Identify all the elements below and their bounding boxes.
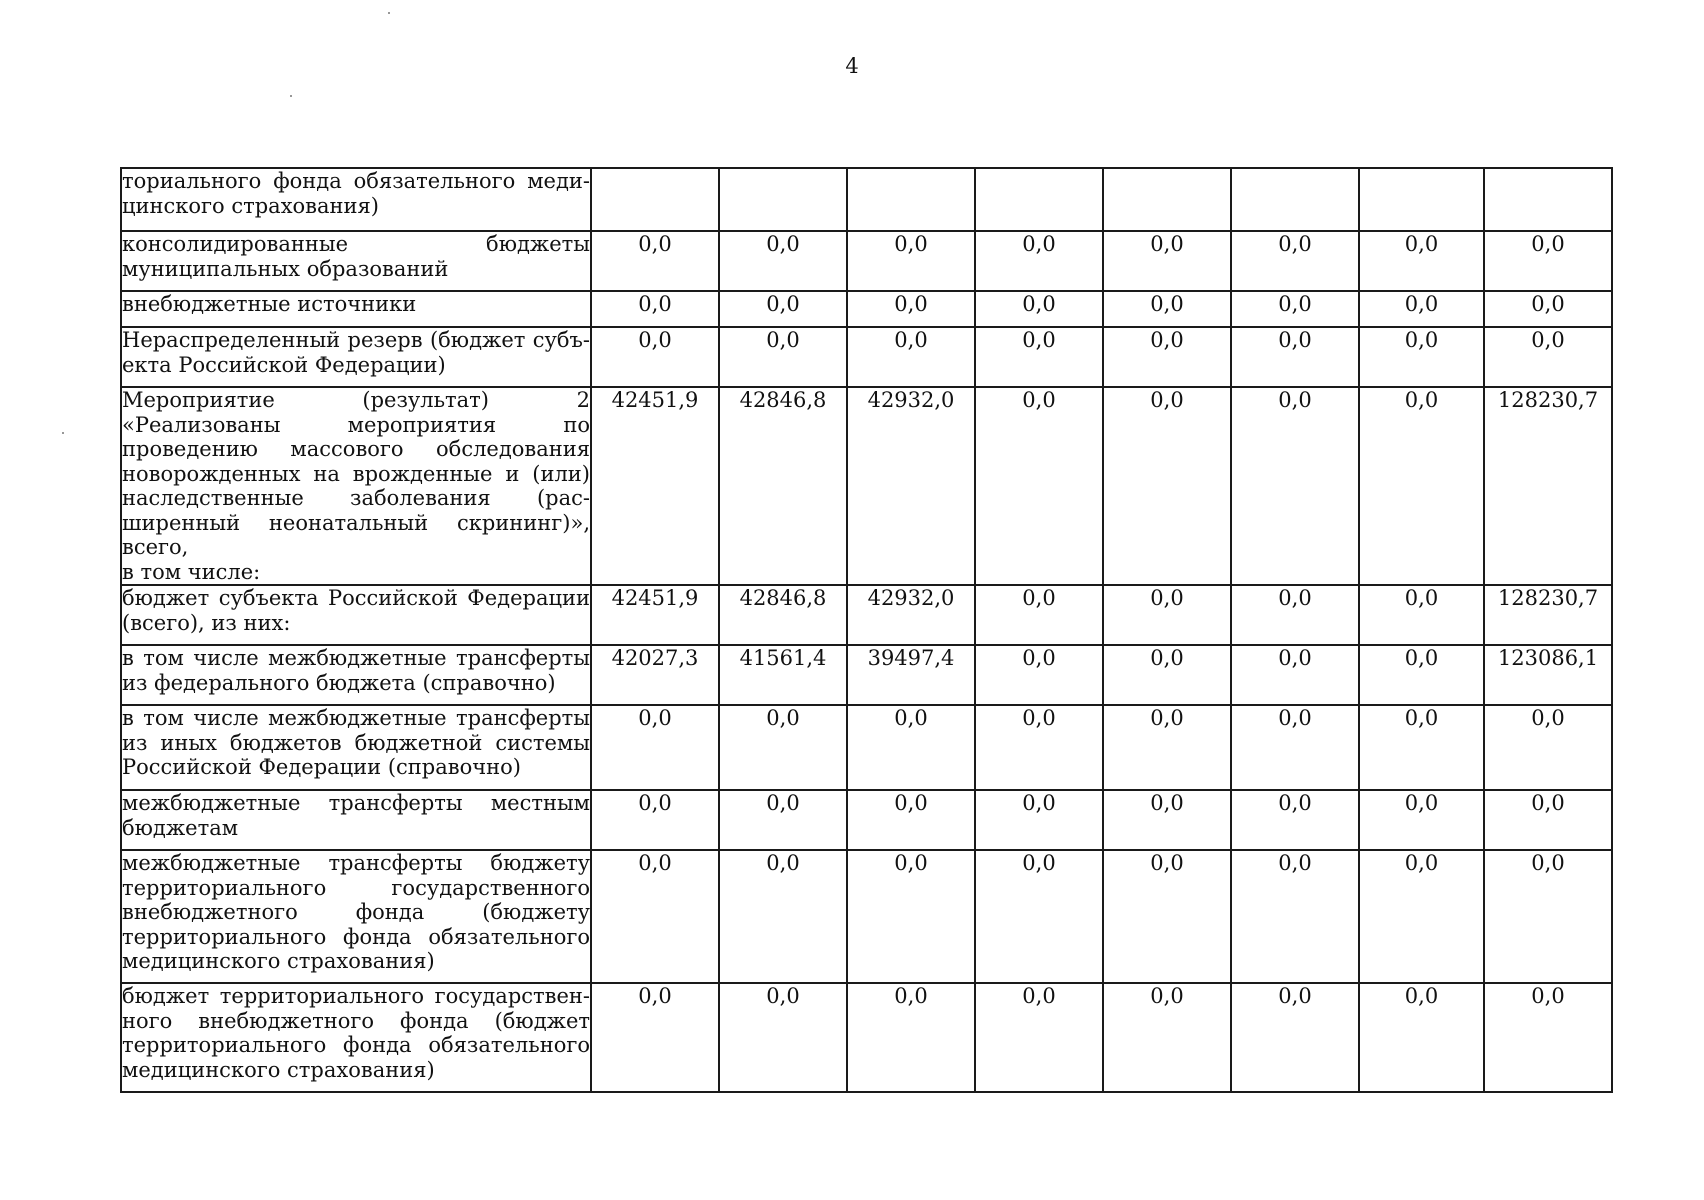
- value-cell: 0,0: [1103, 850, 1231, 983]
- value-cell: 0,0: [975, 585, 1103, 645]
- value-cell: 0,0: [1484, 705, 1612, 790]
- value-cell: 0,0: [1103, 387, 1231, 585]
- value-cell: 42451,9: [591, 585, 719, 645]
- budget-table: [120, 167, 1613, 1093]
- table-row: [121, 585, 1612, 645]
- row-label: консолидированные бюджеты муниципальных образований: [121, 231, 591, 291]
- value-cell: 0,0: [1359, 387, 1484, 585]
- table-row: [121, 291, 1612, 327]
- value-cell: 42846,8: [719, 585, 847, 645]
- row-label: бюджет субъекта Российской Федерации (всего), из них:: [121, 585, 591, 645]
- table-row: [121, 231, 1612, 291]
- value-cell: 0,0: [1359, 705, 1484, 790]
- value-cell: 0,0: [1231, 231, 1359, 291]
- value-cell: 0,0: [1231, 790, 1359, 850]
- value-cell: 0,0: [1484, 231, 1612, 291]
- value-cell: 0,0: [1359, 850, 1484, 983]
- value-cell: [1103, 168, 1231, 231]
- row-label: Мероприятие (результат) 2 «Реализованы мероприятия по проведению массового обследования новорожденных на врожденные и (или) наследственные заболевания (расширенный неонатальный скрининг)», всего, в том числе:: [122, 388, 590, 584]
- table-row: [121, 168, 1612, 231]
- value-cell: 0,0: [847, 291, 975, 327]
- value-cell: [1484, 168, 1612, 231]
- value-cell: [591, 168, 719, 231]
- value-cell: 0,0: [1231, 387, 1359, 585]
- scan-speck: [388, 12, 390, 14]
- value-cell: 0,0: [719, 291, 847, 327]
- value-cell: 0,0: [975, 291, 1103, 327]
- value-cell: 0,0: [1359, 585, 1484, 645]
- value-cell: 0,0: [1484, 850, 1612, 983]
- value-cell: 0,0: [1484, 790, 1612, 850]
- value-cell: 0,0: [975, 790, 1103, 850]
- value-cell: [1359, 168, 1484, 231]
- table-row: [121, 387, 1612, 585]
- value-cell: 0,0: [1484, 983, 1612, 1092]
- value-cell: 0,0: [975, 983, 1103, 1092]
- value-cell: 0,0: [1231, 291, 1359, 327]
- value-cell: 0,0: [591, 327, 719, 387]
- table-row: [121, 850, 1612, 983]
- table-row: [121, 645, 1612, 705]
- value-cell: 0,0: [847, 705, 975, 790]
- table-row: [121, 790, 1612, 850]
- value-cell: 0,0: [847, 327, 975, 387]
- row-label: межбюджетные трансферты местным бюджетам: [121, 790, 591, 850]
- row-label: в том числе межбюджетные трансферты из федерального бюджета (справочно): [121, 645, 591, 705]
- row-label: Нераспределенный резерв (бюджет субъекта Российской Федерации): [121, 327, 591, 387]
- value-cell: [975, 168, 1103, 231]
- value-cell: 0,0: [1359, 983, 1484, 1092]
- value-cell: 0,0: [1231, 705, 1359, 790]
- value-cell: 42027,3: [591, 645, 719, 705]
- value-cell: 0,0: [719, 983, 847, 1092]
- table-row: [121, 983, 1612, 1092]
- value-cell: 0,0: [847, 231, 975, 291]
- value-cell: 0,0: [1231, 850, 1359, 983]
- table-body: [121, 168, 1612, 1092]
- row-label: ториального фонда обязательного медицинского страхования): [121, 168, 591, 231]
- value-cell: 0,0: [975, 387, 1103, 585]
- value-cell: 0,0: [1103, 983, 1231, 1092]
- value-cell: 0,0: [1359, 790, 1484, 850]
- value-cell: 128230,7: [1484, 585, 1612, 645]
- value-cell: 0,0: [1484, 291, 1612, 327]
- row-label: в том числе межбюджетные трансферты из иных бюджетов бюджетной системы Российской Федерации (справочно): [121, 705, 591, 790]
- value-cell: 0,0: [975, 850, 1103, 983]
- value-cell: 0,0: [975, 645, 1103, 705]
- value-cell: 0,0: [591, 231, 719, 291]
- value-cell: 42932,0: [847, 387, 975, 585]
- value-cell: 0,0: [1103, 291, 1231, 327]
- value-cell: 42932,0: [847, 585, 975, 645]
- value-cell: 0,0: [719, 790, 847, 850]
- value-cell: 0,0: [719, 231, 847, 291]
- value-cell: 0,0: [1231, 645, 1359, 705]
- row-label: бюджет территориального государственного внебюджетного фонда (бюджет территориального фонда обязательного медицинского страхования): [121, 983, 591, 1092]
- value-cell: 0,0: [719, 705, 847, 790]
- value-cell: 42846,8: [719, 387, 847, 585]
- value-cell: 0,0: [1103, 231, 1231, 291]
- value-cell: 0,0: [591, 983, 719, 1092]
- value-cell: 0,0: [1103, 790, 1231, 850]
- value-cell: 0,0: [975, 705, 1103, 790]
- value-cell: 0,0: [1359, 327, 1484, 387]
- table-row: [121, 705, 1612, 790]
- value-cell: 0,0: [847, 850, 975, 983]
- value-cell: 0,0: [1484, 327, 1612, 387]
- value-cell: [719, 168, 847, 231]
- value-cell: 0,0: [847, 790, 975, 850]
- value-cell: 42451,9: [591, 387, 719, 585]
- value-cell: 0,0: [847, 983, 975, 1092]
- value-cell: 123086,1: [1484, 645, 1612, 705]
- value-cell: 0,0: [975, 327, 1103, 387]
- value-cell: 0,0: [591, 705, 719, 790]
- row-label: межбюджетные трансферты бюджету территориального государственного внебюджетного фонда (бюджету территориального фонда обязательного медицинского страхования): [121, 850, 591, 983]
- row-label: внебюджетные источники: [121, 291, 591, 327]
- value-cell: 0,0: [1359, 231, 1484, 291]
- value-cell: 0,0: [591, 790, 719, 850]
- value-cell: 0,0: [719, 850, 847, 983]
- value-cell: 0,0: [1103, 705, 1231, 790]
- value-cell: 0,0: [719, 327, 847, 387]
- value-cell: 128230,7: [1484, 387, 1612, 585]
- value-cell: 41561,4: [719, 645, 847, 705]
- value-cell: [847, 168, 975, 231]
- value-cell: 39497,4: [847, 645, 975, 705]
- value-cell: 0,0: [1103, 585, 1231, 645]
- value-cell: 0,0: [1231, 983, 1359, 1092]
- scan-speck: [62, 432, 64, 434]
- value-cell: 0,0: [975, 231, 1103, 291]
- value-cell: 0,0: [1103, 327, 1231, 387]
- value-cell: [1231, 168, 1359, 231]
- value-cell: 0,0: [1231, 585, 1359, 645]
- table-row: [121, 327, 1612, 387]
- value-cell: 0,0: [1359, 645, 1484, 705]
- value-cell: 0,0: [591, 850, 719, 983]
- value-cell: 0,0: [1359, 291, 1484, 327]
- value-cell: 0,0: [1103, 645, 1231, 705]
- page-number: 4: [845, 54, 859, 78]
- scan-speck: [290, 95, 292, 97]
- value-cell: 0,0: [591, 291, 719, 327]
- value-cell: 0,0: [1231, 327, 1359, 387]
